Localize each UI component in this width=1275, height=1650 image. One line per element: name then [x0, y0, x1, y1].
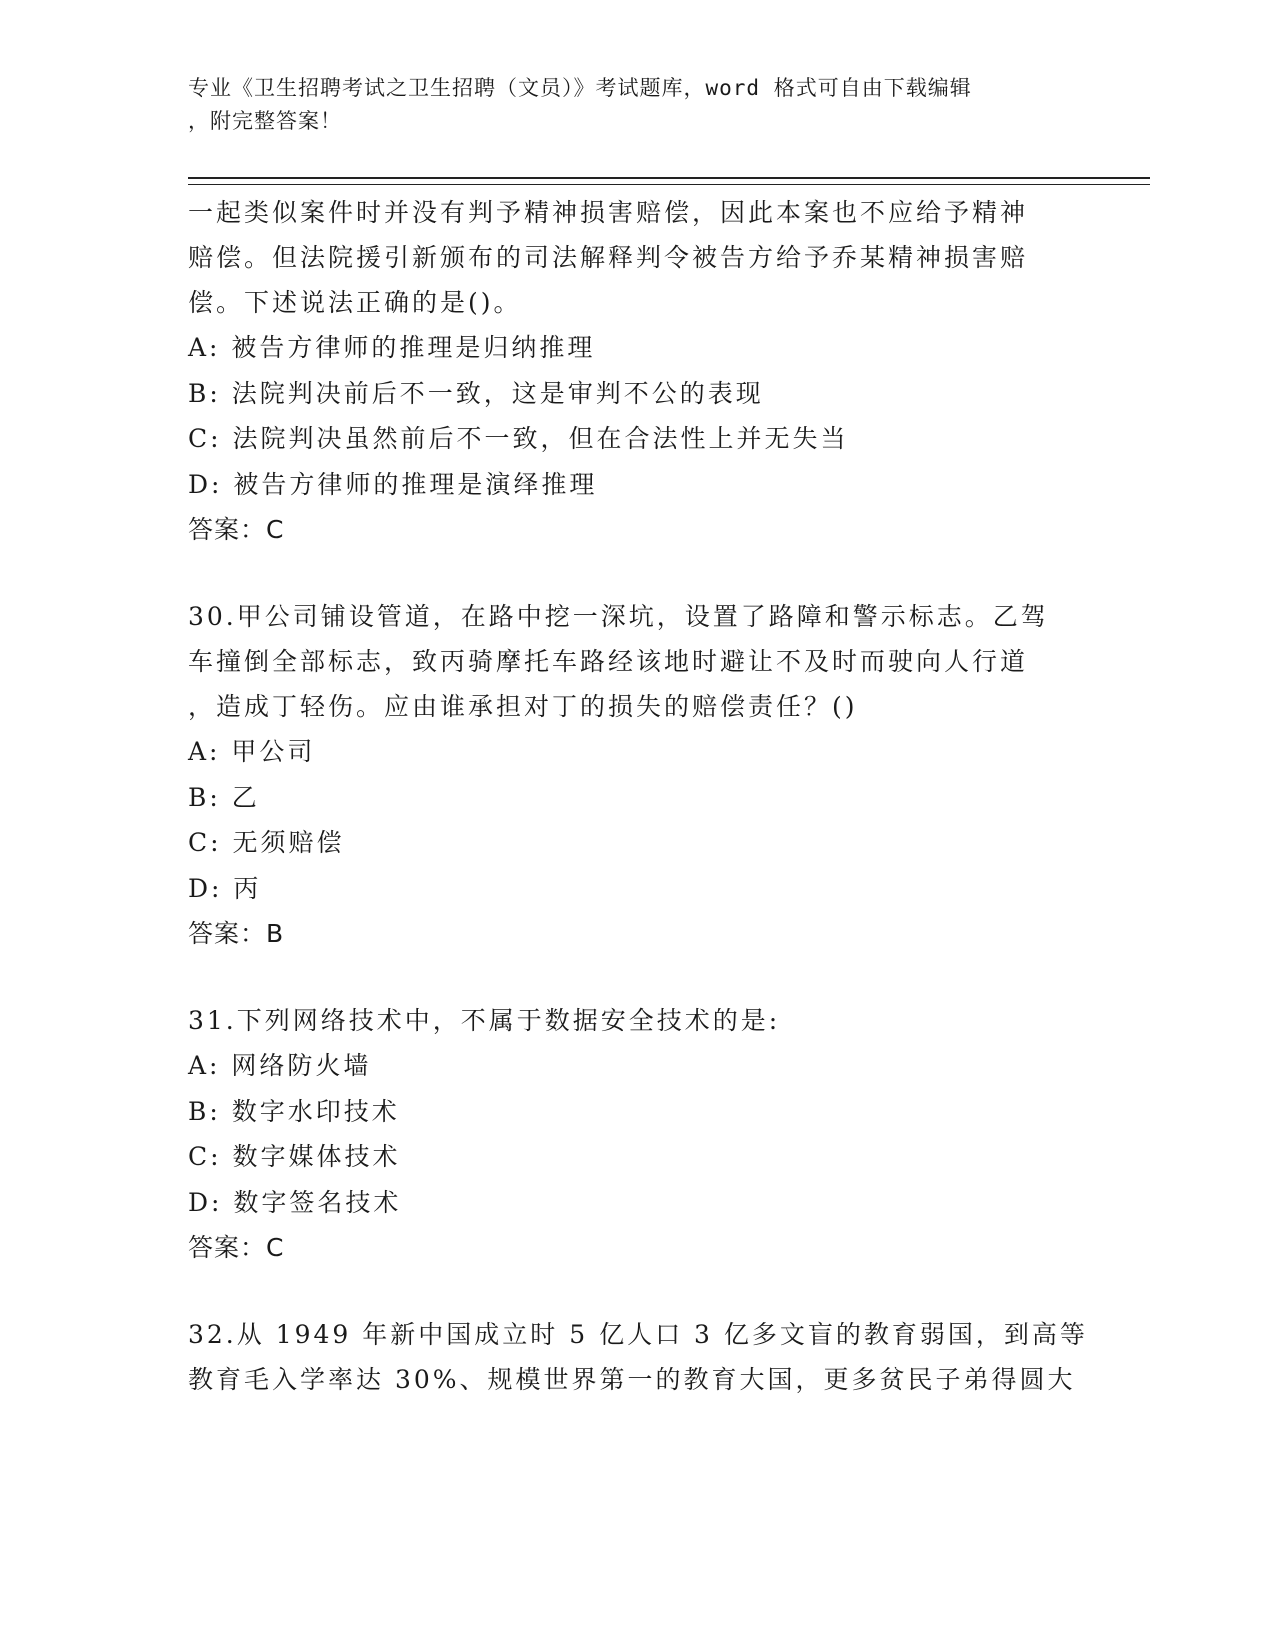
option-a: A: 被告方律师的推理是归纳推理 — [188, 333, 596, 362]
question-text-line: 赔偿。但法院援引新颁布的司法解释判令被告方给予乔某精神损害赔 — [188, 243, 1029, 272]
option-a: A: 网络防火墙 — [188, 1051, 372, 1080]
question-block — [188, 594, 1088, 957]
header-line-1: 专业《卫生招聘考试之卫生招聘（文员）》考试题库，word 格式可自由下载编辑 — [188, 76, 972, 100]
option-c: C: 法院判决虽然前后不一致，但在合法性上并无失当 — [188, 424, 849, 453]
question-text-line: 31.下列网络技术中，不属于数据安全技术的是: — [188, 1006, 781, 1035]
question-block — [188, 190, 1088, 553]
question-text-line: 30.甲公司铺设管道，在路中挖一深坑，设置了路障和警示标志。乙驾 — [188, 602, 1049, 631]
answer-line: 答案：C — [188, 515, 285, 544]
option-d: D: 被告方律师的推理是演绎推理 — [188, 469, 598, 499]
question-text-line: 32.从 1949 年新中国成立时 5 亿人口 3 亿多文盲的教育弱国，到高等 — [188, 1320, 1088, 1349]
document-header — [188, 72, 1068, 138]
question-block — [188, 1312, 1088, 1402]
option-d: D: 数字签名技术 — [188, 1187, 402, 1217]
header-divider — [188, 177, 1150, 185]
question-text-line: 一起类似案件时并没有判予精神损害赔偿，因此本案也不应给予精神 — [188, 198, 1029, 227]
option-a: A: 甲公司 — [188, 737, 316, 766]
question-block — [188, 998, 1088, 1271]
answer-line: 答案：C — [188, 1233, 285, 1262]
question-list — [188, 190, 1088, 1402]
option-c: C: 数字媒体技术 — [188, 1142, 401, 1171]
question-text-line: 车撞倒全部标志，致丙骑摩托车路经该地时避让不及时而驶向人行道 — [188, 647, 1029, 676]
option-c: C: 无须赔偿 — [188, 828, 345, 857]
question-text-line: 教育毛入学率达 30%、规模世界第一的教育大国，更多贫民子弟得圆大 — [188, 1365, 1076, 1394]
answer-line: 答案：B — [188, 919, 285, 948]
question-text-line: ，造成丁轻伤。应由谁承担对丁的损失的赔偿责任？() — [188, 692, 858, 721]
option-d: D: 丙 — [188, 873, 262, 903]
option-b: B: 乙 — [188, 782, 260, 812]
option-b: B: 数字水印技术 — [188, 1096, 400, 1126]
option-b: B: 法院判决前后不一致，这是审判不公的表现 — [188, 378, 764, 408]
header-line-2: ，附完整答案！ — [188, 109, 342, 133]
question-text-line: 偿。下述说法正确的是()。 — [188, 288, 522, 317]
